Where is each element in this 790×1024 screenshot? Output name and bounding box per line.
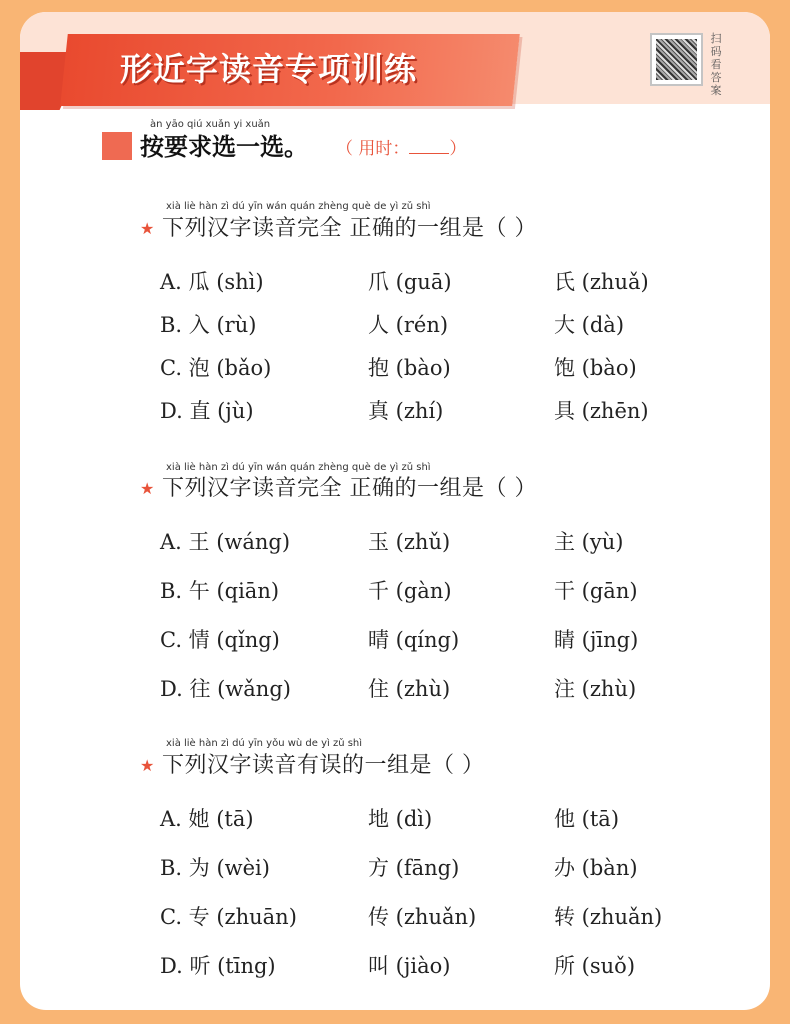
question-3-pinyin: xià liè hàn zì dú yīn yǒu wù de yì zǔ shì: [166, 738, 363, 749]
q1-option-a-col1[interactable]: A. 瓜 (shì): [160, 270, 264, 294]
section-marker: [102, 132, 132, 160]
q2-option-c-col3: 睛 (jīng): [554, 628, 639, 652]
q1-option-c-col1[interactable]: C. 泡 (bǎo): [160, 356, 272, 380]
q3-option-a-col2: 地 (dì): [368, 807, 433, 831]
time-close: ）: [449, 139, 467, 159]
star-icon: ★: [140, 219, 155, 238]
q2-option-a-col1[interactable]: A. 王 (wáng): [160, 530, 291, 554]
q2-option-d-col2: 住 (zhù): [368, 677, 451, 701]
q1-option-d-col3: 具 (zhēn): [554, 399, 649, 423]
q2-option-d-col3: 注 (zhù): [554, 677, 637, 701]
time-field: [336, 134, 466, 164]
instruction-heading: 按要求选一选。: [140, 133, 308, 161]
q3-option-a-col3: 他 (tā): [554, 807, 620, 831]
q3-option-b-col3: 办 (bàn): [554, 856, 638, 880]
instruction-pinyin: àn yāo qiú xuǎn yi xuǎn: [150, 119, 271, 130]
q1-option-a-col2: 爪 (guā): [368, 270, 452, 294]
q2-option-b-col1[interactable]: B. 午 (qiān): [160, 579, 280, 603]
q2-option-c-col1[interactable]: C. 情 (qǐng): [160, 628, 280, 652]
q3-option-d-col3: 所 (suǒ): [554, 954, 636, 978]
q2-option-c-col2: 晴 (qíng): [368, 628, 460, 652]
q1-option-d-col2: 真 (zhí): [368, 399, 444, 423]
qr-code-pattern: [656, 39, 697, 80]
page-title: 形近字读音专项训练: [120, 50, 418, 88]
q1-option-c-col2: 抱 (bào): [368, 356, 451, 380]
q1-option-b-col1[interactable]: B. 入 (rù): [160, 313, 257, 337]
q1-option-a-col3: 氏 (zhuǎ): [554, 270, 649, 294]
question-1-pinyin: xià liè hàn zì dú yīn wán quán zhèng què de yì zǔ shì: [166, 201, 431, 212]
q1-option-d-col1[interactable]: D. 直 (jù): [160, 399, 254, 423]
q3-option-d-col1[interactable]: D. 听 (tīng): [160, 954, 276, 978]
q3-option-c-col3: 转 (zhuǎn): [554, 905, 663, 929]
q2-option-a-col2: 玉 (zhǔ): [368, 530, 451, 554]
q2-option-a-col3: 主 (yù): [554, 530, 624, 554]
q2-option-d-col1[interactable]: D. 往 (wǎng): [160, 677, 291, 701]
qr-label: 扫码看答案: [710, 32, 722, 97]
q3-option-d-col2: 叫 (jiào): [368, 954, 451, 978]
question-1-text: 下列汉字读音完全 正确的一组是（ ）: [162, 216, 537, 241]
qr-code[interactable]: [650, 33, 703, 86]
q1-option-c-col3: 饱 (bào): [554, 356, 637, 380]
q3-option-a-col1[interactable]: A. 她 (tā): [160, 807, 254, 831]
q1-option-b-col3: 大 (dà): [554, 313, 625, 337]
time-blank[interactable]: [409, 135, 449, 154]
q1-option-b-col2: 人 (rén): [368, 313, 449, 337]
q2-option-b-col2: 千 (gàn): [368, 579, 452, 603]
question-2-text: 下列汉字读音完全 正确的一组是（ ）: [162, 476, 537, 501]
time-label: （ 用时：: [336, 139, 410, 159]
star-icon: ★: [140, 756, 155, 775]
q2-option-b-col3: 干 (gān): [554, 579, 638, 603]
question-3-text: 下列汉字读音有误的一组是（ ）: [162, 753, 485, 778]
q3-option-c-col2: 传 (zhuǎn): [368, 905, 477, 929]
q3-option-b-col2: 方 (fāng): [368, 856, 460, 880]
q3-option-c-col1[interactable]: C. 专 (zhuān): [160, 905, 297, 929]
star-icon: ★: [140, 479, 155, 498]
worksheet-page: [20, 12, 770, 1010]
question-2-pinyin: xià liè hàn zì dú yīn wán quán zhèng què de yì zǔ shì: [166, 462, 431, 473]
q3-option-b-col1[interactable]: B. 为 (wèi): [160, 856, 270, 880]
